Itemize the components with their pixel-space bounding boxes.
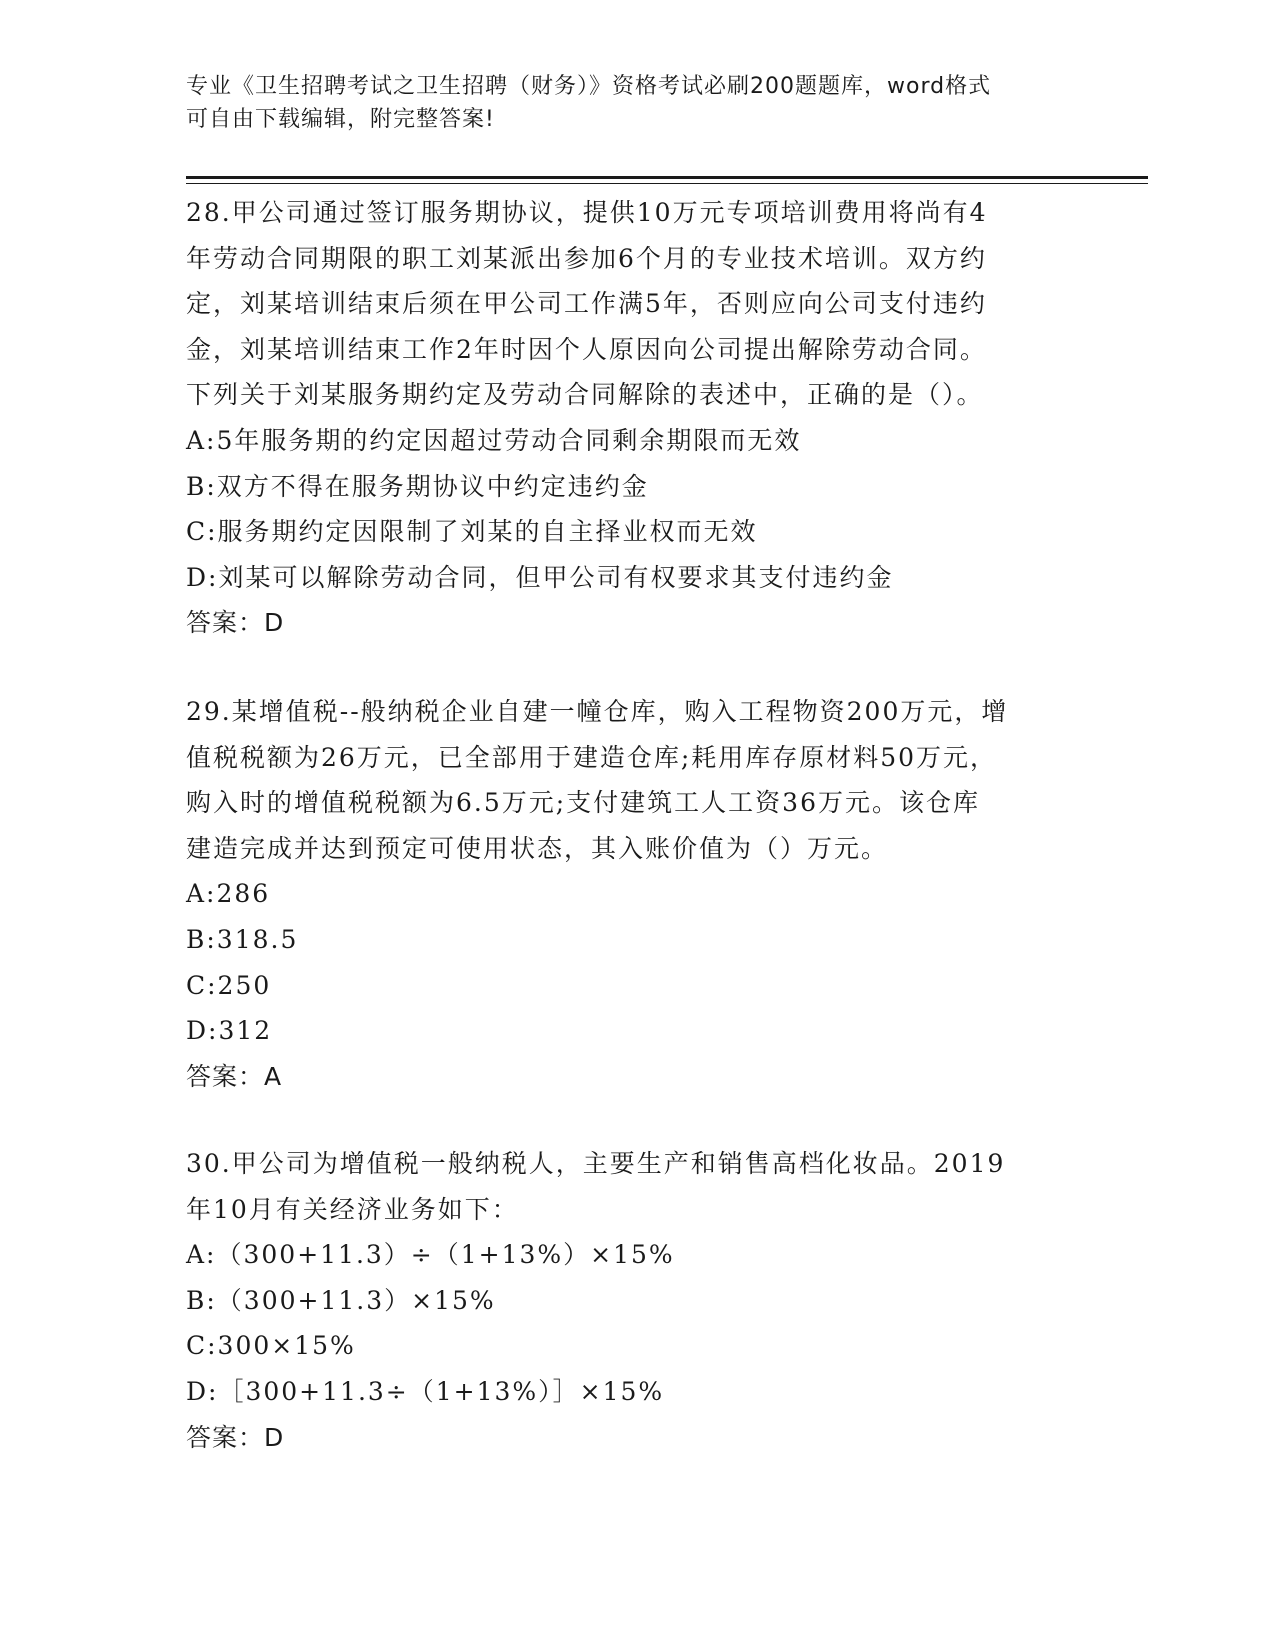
option-a: A:5年服务期的约定因超过劳动合同剩余期限而无效 [186,425,802,455]
option-a: A:（300+11.3）÷（1+13%）×15% [186,1240,675,1270]
stem-line: 建造完成并达到预定可使用状态，其入账价值为（）万元。 [186,833,889,863]
option-b: B:（300+11.3）×15% [186,1285,496,1315]
option-b: B:双方不得在服务期协议中约定违约金 [186,471,649,501]
question-stem [186,689,1066,871]
option-c: C:250 [186,970,272,1000]
option-d: D:312 [186,1016,273,1046]
stem-line: 下列关于刘某服务期约定及劳动合同解除的表述中，正确的是（）。 [186,380,984,410]
stem-line: 值税税额为26万元，已全部用于建造仓库;耗用库存原材料50万元， [186,742,998,772]
stem-line: 金，刘某培训结束工作2年时因个人原因向公司提出解除劳动合同。 [186,334,987,364]
header-line-2: 可自由下载编辑，附完整答案! [186,107,495,132]
stem-line: 年10月有关经济业务如下： [186,1194,519,1224]
option-c: C:300×15% [186,1331,356,1361]
document-header [186,70,1066,136]
stem-line: 30.甲公司为增值税一般纳税人，主要生产和销售高档化妆品。2019 [186,1149,1006,1178]
header-rule-thin [186,183,1148,184]
header-rule-thick [186,176,1148,179]
option-a: A:286 [186,879,271,909]
answer: 答案：D [186,1422,285,1452]
question-30 [186,1141,1066,1460]
stem-line: 29.某增值税--般纳税企业自建一幢仓库，购入工程物资200万元，增 [186,697,1009,726]
option-c: C:服务期约定因限制了刘某的自主择业权而无效 [186,517,758,547]
stem-line: 定，刘某培训结束后须在甲公司工作满5年，否则应向公司支付违约 [186,289,987,319]
answer: 答案：D [186,608,285,638]
answer: 答案：A [186,1061,283,1091]
question-stem [186,1141,1066,1232]
stem-line: 购入时的增值税税额为6.5万元;支付建筑工人工资36万元。该仓库 [186,788,980,818]
header-line-1: 专业《卫生招聘考试之卫生招聘（财务）》资格考试必刷200题题库，word格式 [186,74,992,99]
question-28 [186,190,1066,646]
question-29 [186,689,1066,1099]
stem-line: 28.甲公司通过签订服务期协议，提供10万元专项培训费用将尚有4 [186,198,988,227]
option-d: D:［300+11.3÷（1+13%）］×15% [186,1376,665,1406]
question-stem [186,190,1066,418]
option-b: B:318.5 [186,924,299,954]
stem-line: 年劳动合同期限的职工刘某派出参加6个月的专业技术培训。双方约 [186,243,987,273]
option-d: D:刘某可以解除劳动合同，但甲公司有权要求其支付违约金 [186,562,894,592]
